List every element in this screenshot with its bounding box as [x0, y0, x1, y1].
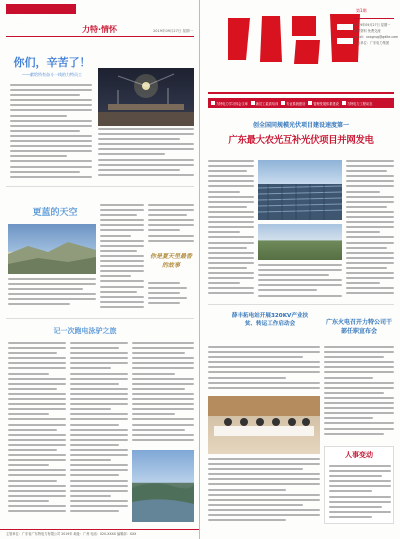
left-divider-2	[6, 318, 194, 319]
story3-title: 广东火电召开力特公司干部任职宣布会	[325, 319, 392, 335]
left-footer: 主管单位：广东省广东特电力有限公司 2019年 地址：广州 电话：020-XXXX 编辑部：XXX	[0, 529, 200, 539]
left-header-rule	[6, 36, 194, 37]
editor-line: 主办单位：广东电力集团	[354, 41, 390, 45]
left-headline: 你们，辛苦了！	[13, 56, 91, 69]
personnel-body	[329, 465, 391, 521]
story2-body	[208, 346, 320, 392]
left-essay2-col1	[8, 342, 66, 522]
issue-number: 第1期	[356, 8, 367, 13]
nav-item-5[interactable]: 力特电力工程动态	[342, 101, 373, 106]
solar-field-photo-2	[258, 224, 342, 260]
left-night-construction-photo	[98, 68, 194, 126]
left-essay1-col5	[148, 204, 194, 248]
left-section-title: 力特·情怀	[82, 25, 118, 34]
story2-body-2	[208, 458, 320, 524]
left-poem-text	[148, 282, 194, 312]
masthead-title	[220, 6, 370, 68]
left-essay1-col3	[8, 278, 96, 312]
nav-item-1[interactable]: 力特电力学习体会文章	[211, 101, 248, 106]
right-divider-1	[208, 304, 394, 305]
nav-item-4[interactable]: 管理发展体系建设	[308, 101, 339, 106]
lead-body-col3	[346, 160, 394, 300]
left-divider-1	[6, 186, 194, 187]
lead-kicker: 创全国同规模光伏项目建设速度第一	[252, 122, 349, 129]
section-nav-bar	[208, 98, 394, 108]
left-subheadline: ——献给所有奋斗一线的力特员工	[22, 72, 82, 77]
left-header-bar	[6, 4, 76, 20]
left-poem-title: 你是夏天里最香的故事	[150, 253, 193, 269]
meeting-photo	[208, 396, 320, 454]
left-essay1-col4	[100, 204, 144, 312]
left-essay2-title: 记一次跑电泳驴之旅	[53, 327, 117, 335]
left-essay2-col3	[132, 342, 194, 446]
lead-body-col1	[208, 160, 254, 300]
left-essay1-col1	[10, 84, 92, 182]
story2-title: 薛丰拓电站开展320KV产业扶贫、转运工作启动会	[231, 313, 309, 327]
nav-item-3[interactable]: 专业系统建设	[281, 101, 305, 106]
nav-item-2[interactable]: 新员工素质培训	[251, 101, 278, 106]
lead-headline: 广东最大农光互补光伏项目并网发电	[228, 135, 374, 146]
left-essay1-title: 更蓝的天空	[32, 208, 78, 218]
left-issue-info: 2019年09月27日 星期一	[153, 29, 193, 33]
left-essay1-col2	[98, 128, 194, 182]
email-line: email：xxxgrug@gdlte.com	[354, 35, 399, 39]
masthead-bottom-rule	[208, 92, 394, 94]
left-lakeside-photo	[132, 450, 194, 522]
masthead-rule-1	[354, 18, 394, 19]
left-essay2-col2	[70, 342, 128, 522]
contact-line: 内部资料 免费交流	[354, 29, 381, 33]
right-page	[200, 0, 400, 539]
left-header-label: 广东华电力集团有限公司	[12, 15, 56, 20]
personnel-title: 人事变动	[345, 451, 373, 459]
solar-farm-photo	[258, 160, 342, 220]
lead-body-col2	[258, 264, 342, 300]
personnel-box	[324, 446, 394, 524]
story3-body	[324, 346, 394, 442]
date-line: 2019年09月27日 星期一	[354, 23, 391, 27]
left-landscape-photo	[8, 224, 96, 274]
